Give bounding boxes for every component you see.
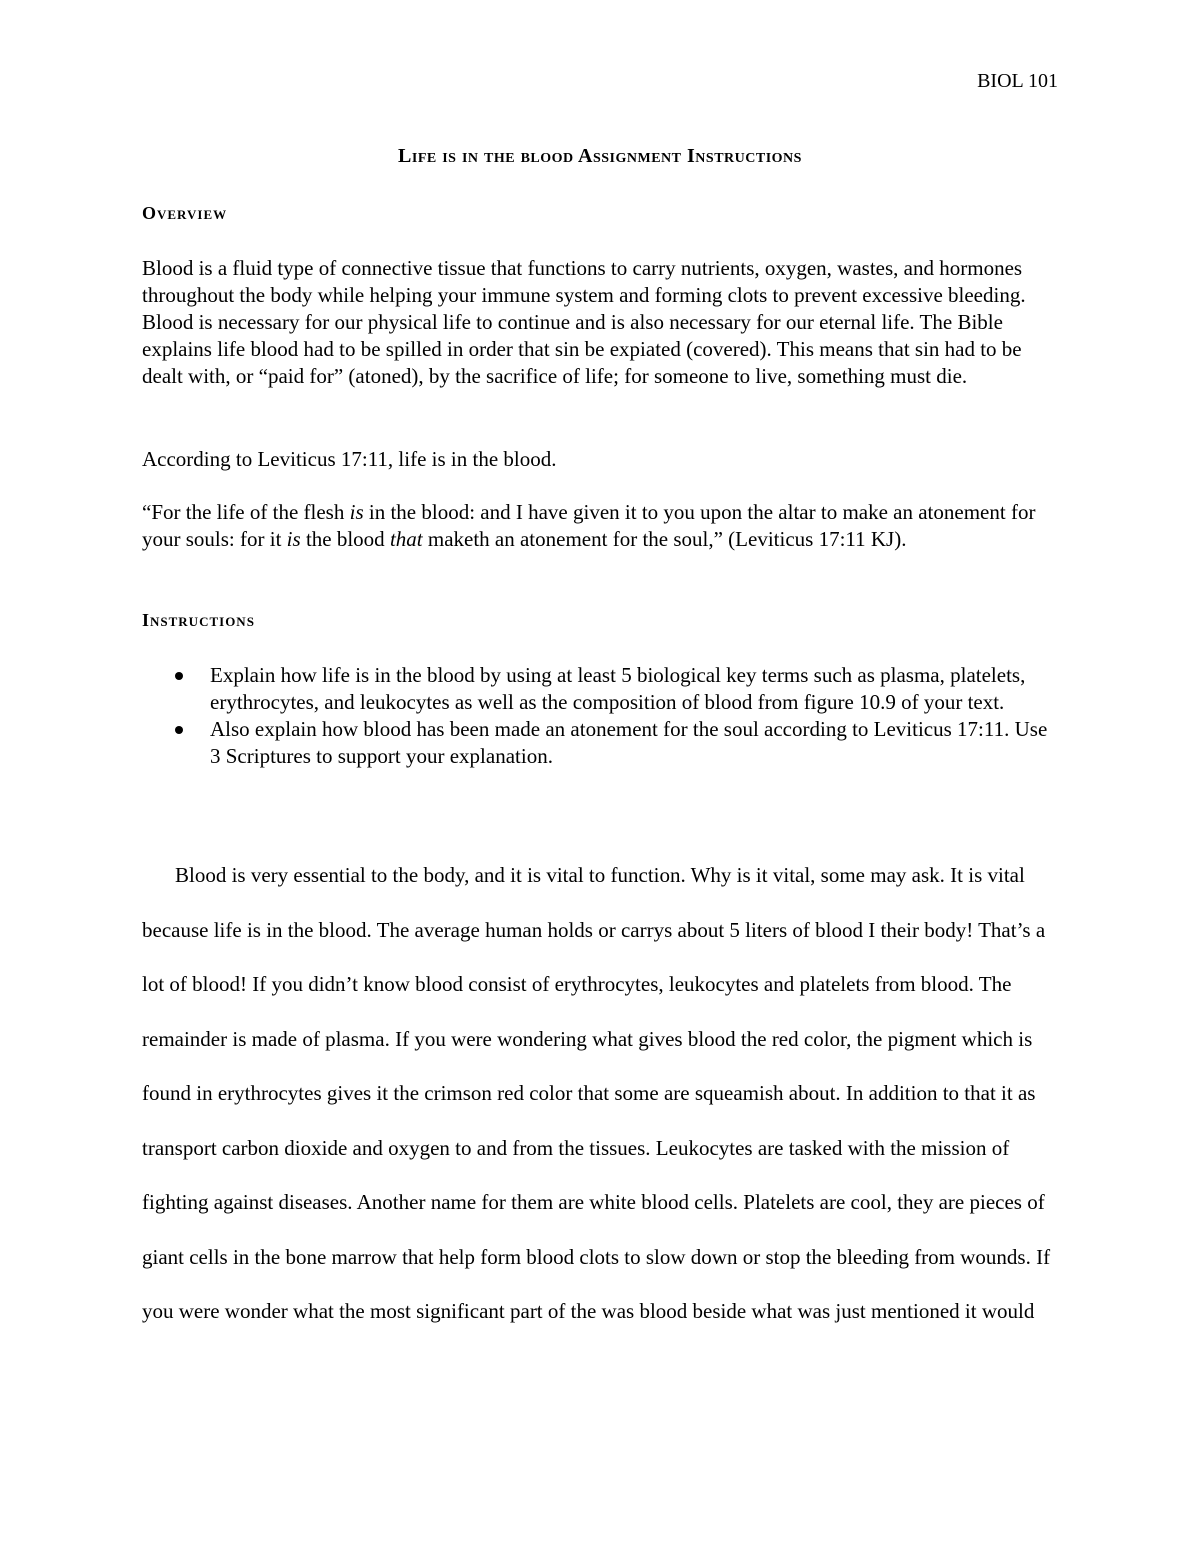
list-item: [142, 716, 1062, 770]
reference-line: [142, 446, 1062, 473]
quote-part-1: “For the life of the flesh: [142, 500, 350, 524]
title-text: Life is in the blood Assignment Instructions: [398, 145, 802, 167]
quote-text: [142, 499, 1062, 553]
course-code: BIOL 101: [977, 70, 1058, 92]
quote-part-4: is: [286, 527, 301, 551]
quote-part-7: maketh an atonement for the soul,” (Leviticus 17:11 KJ).: [422, 527, 907, 551]
page-title: [0, 145, 1200, 168]
overview-paragraph: [142, 255, 1062, 390]
bullet-icon: [175, 726, 183, 734]
scripture-quote: [142, 499, 1062, 553]
list-item: [142, 662, 1062, 716]
quote-part-2: is: [349, 500, 364, 524]
quote-part-3: in the blood: and I have given it to you upon the altar to make an atonement for your souls: for it: [142, 500, 1036, 551]
quote-part-6: that: [389, 527, 423, 551]
essay-body: Blood is very essential to the body, and it is vital to function. Why is it vital, some may ask. It is vital because life is in the blood. The average human holds or carrys about 5 liters of blood I their body! That’s a lot of blood! If you didn’t know blood consist of erythrocytes, leukocytes and platelets from blood. The remainder is made of plasma. If you were wondering what gives blood the red color, the pigment which is found in erythrocytes gives it the crimson red color that some are squeamish about. In addition to that it as transport carbon dioxide and oxygen to and from the tissues. Leukocytes are tasked with the mission of fighting against diseases. Another name for them are white blood cells. Platelets are cool, they are pieces of giant cells in the bone marrow that help form blood clots to slow down or stop the bleeding from wounds. If you were wonder what the most significant part of the was blood beside what was just mentioned it would: [142, 863, 1051, 1323]
bullet-icon: [175, 672, 183, 680]
instructions-heading: Instructions: [142, 610, 255, 630]
reference-text: According to Leviticus 17:11, life is in the blood.: [142, 447, 557, 471]
list-item-text: Also explain how blood has been made an atonement for the soul according to Leviticus 17:11. Use 3 Scriptures to support your explanation.: [210, 717, 1048, 768]
instructions-list: [142, 662, 1062, 770]
quote-part-5: the blood: [300, 527, 390, 551]
list-item-text: Explain how life is in the blood by using at least 5 biological key terms such as plasma, platelets, erythrocytes, and leukocytes as well as the composition of blood from figure 10.9 of your text.: [210, 663, 1026, 714]
overview-heading: Overview: [142, 203, 228, 223]
overview-text: Blood is a fluid type of connective tissue that functions to carry nutrients, oxygen, wastes, and hormones throughout the body while helping your immune system and forming clots to prevent excessive bleeding. Blood is necessary for our physical life to continue and is also necessary for our eternal life. The Bible explains life blood had to be spilled in order that sin be expiated (covered). This means that sin had to be dealt with, or “paid for” (atoned), by the sacrifice of life; for someone to live, something must die.: [142, 256, 1026, 388]
